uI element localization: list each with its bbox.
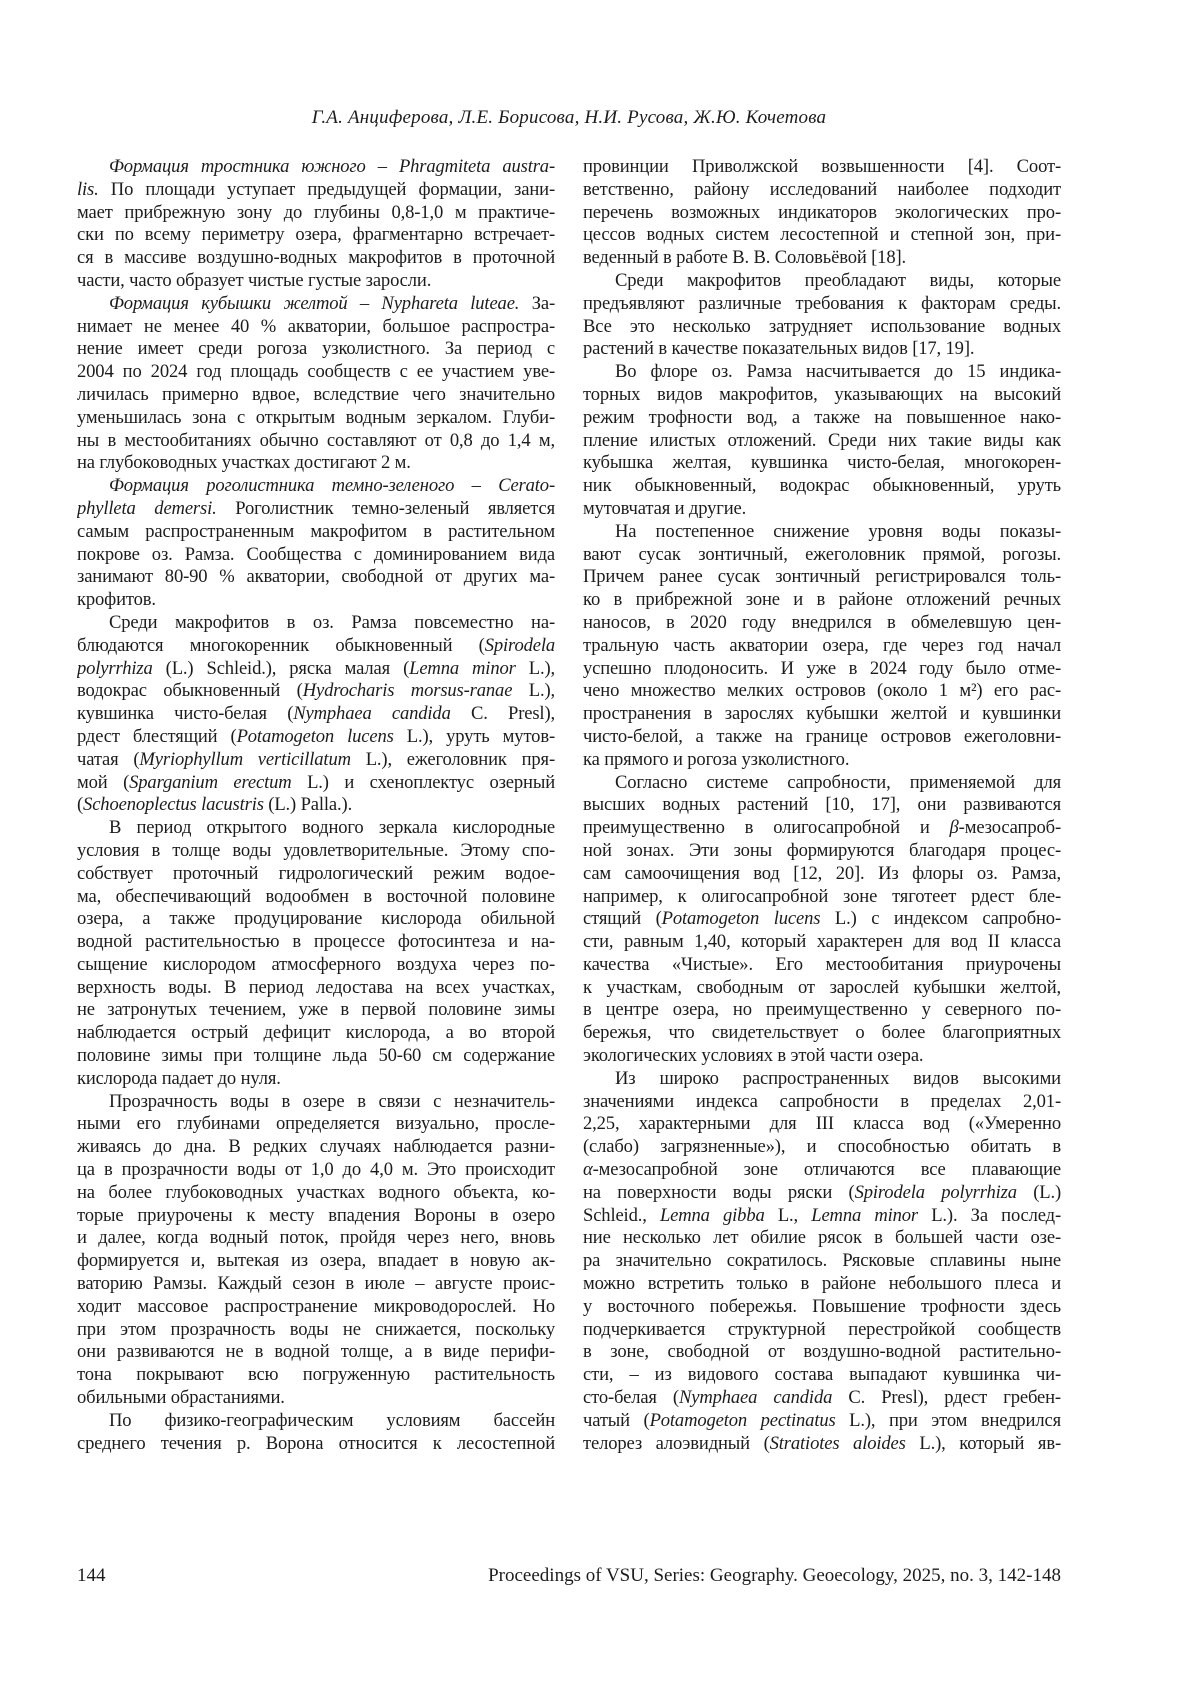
text-line: ка прямого и рогоза узколистного. <box>583 748 850 770</box>
text-line: растений в качестве показательных видов [17, 19]. <box>583 338 975 360</box>
text-line: ной зонах. Эти зоны формируются благодаря процес- <box>583 839 1061 861</box>
page-number: 144 <box>77 1565 106 1586</box>
text-line: ник обыкновенный, водокрас обыкновенный, уруть <box>583 475 1061 497</box>
text-line: ние несколько лет обилие рясок в большей части озе- <box>583 1227 1061 1249</box>
text-line: сам самоочищения вод [12, 20]. Из флоры оз. Рамза, <box>583 862 1061 884</box>
text-line: успешно плодоносить. И уже в 2024 году было отме- <box>583 657 1061 679</box>
text-line: высших водных растений [10, 17], они развиваются <box>583 794 1061 816</box>
text-line: и далее, когда водный поток, пройдя через него, вновь <box>77 1227 555 1249</box>
text-line: На постепенное снижение уровня воды показы- <box>615 520 1061 542</box>
text-line: ца в прозрачности воды от 1,0 до 4,0 м. Это происходит <box>77 1159 555 1181</box>
text-line: наблюдается острый дефицит кислорода, а во второй <box>77 1022 555 1044</box>
text-line: предъявляют различные требования к факторам среды. <box>583 292 1061 314</box>
text-line: озера, а также продуцирование кислорода обильной <box>77 908 555 930</box>
text-line: (Schoenoplectus lacustris (L.) Palla.). <box>77 794 353 816</box>
text-line: ваторию Рамзы. Каждый сезон в июле – августе проис- <box>77 1273 555 1295</box>
text-line: сти, – из видового состава выпадают кувшинка чи- <box>583 1364 1061 1386</box>
text-line: Формация роголистника темно-зеленого – Cerato- <box>109 475 555 497</box>
text-line: мой (Sparganium erectum L.) и схеноплектус озерный <box>77 771 555 793</box>
text-line: занимают 80-90 % акватории, свободной от других ма- <box>77 566 555 588</box>
text-line: в центре озера, но преимущественно у северного по- <box>583 999 1061 1021</box>
text-line: на поверхности воды ряски (Spirodela polyrrhiza (L.) <box>583 1181 1061 1203</box>
text-line: Все это несколько затрудняет использование водных <box>583 315 1061 337</box>
text-line: ны в местообитаниях обычно составляют от 0,8 до 1,4 м, <box>77 429 555 451</box>
text-line: провинции Приволжской возвышенности [4]. Соот- <box>583 156 1061 177</box>
page-footer <box>77 1564 1061 1588</box>
text-line: чено множество мелких островов (около 1 м²) его рас- <box>583 680 1061 702</box>
text-line: торных видов макрофитов, указывающих на высокий <box>583 383 1061 405</box>
text-line: Среди макрофитов преобладают виды, которые <box>615 269 1061 291</box>
text-line: Согласно системе сапробности, применяемой для <box>615 771 1061 793</box>
text-line: тона покрывают всю погруженную растительность <box>77 1364 555 1386</box>
text-line: В период открытого водного зеркала кислородные <box>109 817 555 839</box>
text-line: веденный в работе В. В. Соловьёвой [18]. <box>583 247 907 269</box>
text-line: на более глубоководных участках водного объекта, ко- <box>77 1181 555 1203</box>
text-line: ра значительно сократилось. Рясковые сплавины ныне <box>583 1250 1061 1272</box>
text-line: верхность воды. В период ледостава на всех участках, <box>77 976 555 998</box>
authors-line: Г.А. Анциферова, Л.Е. Борисова, Н.И. Русова, Ж.Ю. Кочетова <box>311 107 827 128</box>
text-line: phylleta demersi. Роголистник темно-зеленый является <box>77 497 555 519</box>
article-body <box>77 156 1061 1455</box>
text-line: значениями индекса сапробности в пределах 2,01- <box>583 1090 1061 1112</box>
text-line: обильными обрастаниями. <box>77 1387 285 1409</box>
text-line: торые приурочены к месту впадения Вороны в озеро <box>77 1204 555 1226</box>
journal-citation: Proceedings of VSU, Series: Geography. Geoecology, 2025, no. 3, 142-148 <box>488 1565 1061 1586</box>
text-line: крофитов. <box>77 589 156 611</box>
text-line: сти, равным 1,40, который характерен для вод II класса <box>583 931 1061 953</box>
text-line: ными его глубинами определяется визуально, просле- <box>77 1113 555 1135</box>
text-line: Schleid., Lemna gibba L., Lemna minor L.). За послед- <box>583 1204 1061 1226</box>
text-line: ски по всему периметру озера, фрагментарно встречает- <box>77 224 555 246</box>
text-line: уменьшилась зона с открытым водным зеркалом. Глуби- <box>77 406 555 428</box>
text-line: lis. По площади уступает предыдущей формации, зани- <box>77 178 555 200</box>
right-column <box>583 156 1061 1455</box>
text-line: половине зимы при толщине льда 50-60 см содержание <box>77 1045 555 1067</box>
text-line: polyrrhiza (L.) Schleid.), ряска малая (Lemna minor L.), <box>77 657 555 679</box>
text-line: чатый (Potamogeton pectinatus L.), при этом внедрился <box>583 1409 1061 1431</box>
text-line: (слабо) загрязненные»), и способностью обитать в <box>583 1136 1061 1158</box>
text-line: ко в прибрежной зоне и в районе отложений речных <box>583 589 1061 611</box>
text-line: можно встретить только в районе небольшого плеса и <box>583 1273 1061 1295</box>
text-line: ходит массовое распространение микроводорослей. Но <box>77 1295 555 1317</box>
text-line: блюдаются многокоренник обыкновенный (Spirodela <box>77 634 555 656</box>
text-line: вают сусак зонтичный, ежеголовник прямой, рогозы. <box>583 543 1061 565</box>
text-line: живаясь до дна. В редких случаях наблюдается разни- <box>77 1136 555 1158</box>
text-line: у восточного побережья. Повышение трофности здесь <box>583 1295 1061 1317</box>
text-line: нение имеет среди рогоза узколистного. За период с <box>77 338 555 360</box>
text-line: не затронутых течением, уже в первой половине зимы <box>77 999 555 1021</box>
text-line: перечень возможных индикаторов экологических про- <box>583 201 1061 223</box>
text-line: кувшинка чисто-белая (Nymphaea candida C. Presl), <box>77 703 555 725</box>
text-line: α-мезосапробной зоне отличаются все плавающие <box>583 1159 1061 1181</box>
text-line: части, часто образует чистые густые заросли. <box>77 269 432 291</box>
text-line: По физико-географическим условиям бассейн <box>109 1409 555 1431</box>
text-line: тральную часть акватории озера, где через год начал <box>583 634 1061 656</box>
text-line: телорез алоэвидный (Stratiotes aloides L.), который яв- <box>583 1432 1061 1454</box>
text-line: на глубоководных участках достигают 2 м. <box>77 452 411 474</box>
text-line: Из широко распространенных видов высокими <box>615 1067 1061 1089</box>
text-line: рдест блестящий (Potamogeton lucens L.), уруть мутов- <box>77 725 555 747</box>
text-line: собствует проточный гидрологический режим водое- <box>77 862 555 884</box>
text-line: сто-белая (Nymphaea candida C. Presl), рдест гребен- <box>583 1387 1061 1409</box>
text-line: Среди макрофитов в оз. Рамза повсеместно на- <box>109 611 555 633</box>
text-line: формируется и, вытекая из озера, впадает в новую ак- <box>77 1250 555 1272</box>
text-line: подчеркивается структурной перестройкой сообществ <box>583 1318 1061 1340</box>
text-line: бережья, что свидетельствует о более благоприятных <box>583 1022 1061 1044</box>
text-line: стящий (Potamogeton lucens L.) с индексом сапробно- <box>583 908 1061 930</box>
text-line: ветственно, району исследований наиболее подходит <box>583 178 1061 200</box>
text-line: Причем ранее сусак зонтичный регистрировался толь- <box>583 566 1061 588</box>
text-line: цессов водных систем лесостепной и степной зон, при- <box>583 224 1061 246</box>
text-line: Прозрачность воды в озере в связи с незначитель- <box>109 1090 555 1112</box>
text-line: Формация кубышки желтой – Nyphareta luteae. За- <box>109 292 555 314</box>
text-line: они развиваются не в водной толще, а в виде перифи- <box>77 1341 555 1363</box>
text-line: при этом прозрачность воды не снижается, поскольку <box>77 1318 555 1340</box>
text-line: водной растительностью в процессе фотосинтеза и на- <box>77 931 555 953</box>
text-line: сыщение кислородом атмосферного воздуха через по- <box>77 953 555 975</box>
text-line: качества «Чистые». Его местообитания приурочены <box>583 953 1061 975</box>
text-line: пространения в зарослях кубышки желтой и кувшинки <box>583 703 1061 725</box>
text-line: мает прибрежную зону до глубины 0,8-1,0 м практиче- <box>77 201 555 223</box>
text-line: преимущественно в олигосапробной и β-мезосапроб- <box>583 817 1061 839</box>
text-line: самым распространенным макрофитом в растительном <box>77 520 555 542</box>
text-line: чисто-белой, а также на границе островов ежеголовни- <box>583 725 1061 747</box>
left-column <box>77 156 555 1455</box>
text-line: Формация тростника южного – Phragmiteta austra- <box>109 156 555 177</box>
text-line: водокрас обыкновенный (Hydrocharis morsus-ranae L.), <box>77 680 555 702</box>
text-line: личилась примерно вдвое, вследствие чего значительно <box>77 383 555 405</box>
text-line: среднего течения р. Ворона относится к лесостепной <box>77 1432 555 1454</box>
text-line: пление илистых отложений. Среди них такие виды как <box>583 429 1061 451</box>
text-line: наносов, в 2020 году внедрился в обмелевшую цен- <box>583 611 1061 633</box>
text-line: например, к олигосапробной зоне тяготеет рдест бле- <box>583 885 1061 907</box>
text-line: ма, обеспечивающий водообмен в восточной половине <box>77 885 555 907</box>
text-line: чатая (Myriophyllum verticillatum L.), ежеголовник пря- <box>77 748 555 770</box>
text-line: режим трофности вод, а также на повышенное нако- <box>583 406 1061 428</box>
text-line: в зоне, свободной от воздушно-водной растительно- <box>583 1341 1061 1363</box>
text-line: покрове оз. Рамза. Сообщества с доминированием вида <box>77 543 555 565</box>
text-line: мутовчатая и другие. <box>583 497 747 519</box>
text-line: 2004 по 2024 год площадь сообществ с ее участием уве- <box>77 361 555 383</box>
text-line: к участкам, свободным от зарослей кубышки желтой, <box>583 976 1061 998</box>
text-line: условия в толще воды удовлетворительные. Этому спо- <box>77 839 555 861</box>
text-line: Во флоре оз. Рамза насчитывается до 15 индика- <box>615 361 1061 383</box>
text-line: экологических условиях в этой части озера. <box>583 1045 924 1067</box>
text-line: нимает не менее 40 % акватории, большое распростра- <box>77 315 555 337</box>
text-line: кубышка желтая, кувшинка чисто-белая, многокорен- <box>583 452 1061 474</box>
text-line: 2,25, характерными для III класса вод («Умеренно <box>583 1113 1061 1135</box>
text-line: ся в массиве воздушно-водных макрофитов в проточной <box>77 247 555 269</box>
text-line: кислорода падает до нуля. <box>77 1067 281 1089</box>
